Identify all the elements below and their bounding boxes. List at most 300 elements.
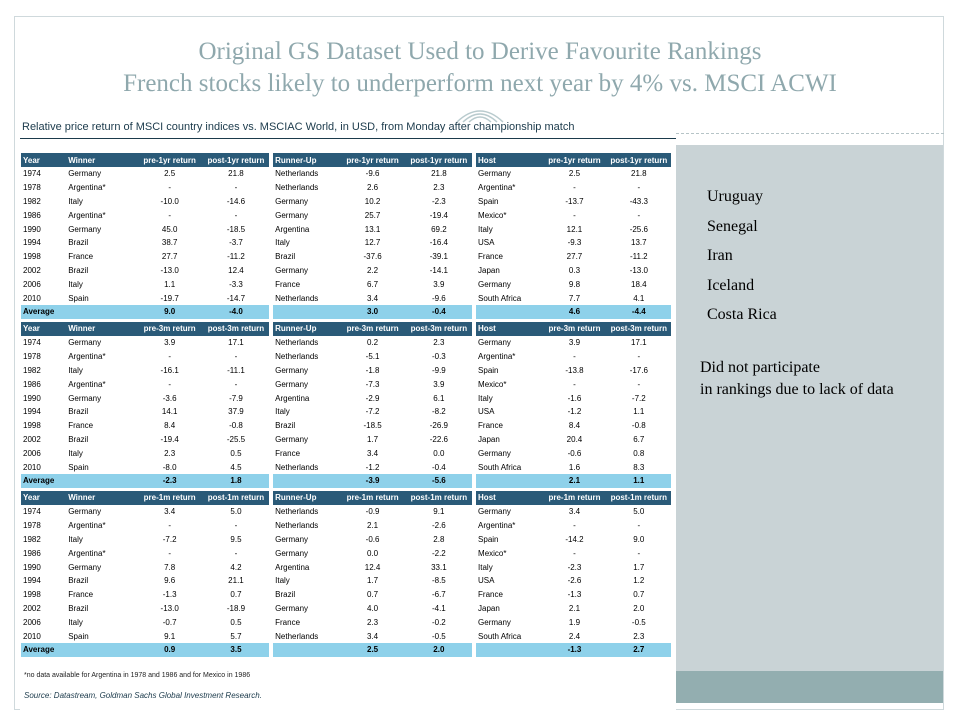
table-cell: Italy <box>275 576 290 586</box>
table-header-row <box>21 322 671 336</box>
table-cell: Brazil <box>275 421 296 431</box>
table-cell: -0.8 <box>631 421 646 431</box>
table-cell: 9.8 <box>568 279 581 289</box>
table-cell: -4.0 <box>203 305 269 319</box>
table-cell: -0.2 <box>431 617 446 627</box>
table-cell: - <box>168 183 171 193</box>
table-cell: 7.7 <box>568 293 581 303</box>
table-cell: 1.9 <box>568 617 581 627</box>
table-cell: 0.0 <box>433 448 445 458</box>
table-cell: 12.4 <box>228 265 244 275</box>
table-cell <box>476 305 542 319</box>
table-cell: 1998 <box>23 421 41 431</box>
table-cell: 3.9 <box>433 379 445 389</box>
table-cell: -1.3 <box>542 643 606 657</box>
table-subtitle: Relative price return of MSCI country indices vs. MSCIAC World, in USD, from Monday after championship match <box>22 121 575 133</box>
table-cell: South Africa <box>478 293 522 303</box>
table-cell: 1974 <box>23 338 41 348</box>
table-cell: 0.3 <box>568 265 581 275</box>
table-cell: -14.6 <box>226 196 246 206</box>
table-cell: pre-3m return <box>137 322 203 336</box>
table-cell: Winner <box>66 491 136 505</box>
table-cell: -43.3 <box>629 196 648 206</box>
table-cell: 3.4 <box>164 507 176 517</box>
table-cell: 3.4 <box>367 293 379 303</box>
table-cell <box>476 474 542 488</box>
table-row <box>21 460 671 474</box>
table-cell: 2002 <box>23 603 41 613</box>
table-row <box>21 546 671 560</box>
list-item: Iran <box>707 247 733 264</box>
table-cell <box>273 474 339 488</box>
table-cell: 3.4 <box>568 507 581 517</box>
table-cell: - <box>234 548 238 558</box>
table-cell: 2.3 <box>433 183 445 193</box>
table-cell: - <box>573 548 576 558</box>
slide-title-line-1: Original GS Dataset Used to Derive Favourite Rankings <box>198 38 762 65</box>
table-cell: -13.0 <box>629 265 648 275</box>
table-cell: 1.8 <box>203 474 269 488</box>
table-cell: 27.7 <box>161 252 178 262</box>
table-cell: 2006 <box>23 617 41 627</box>
table-cell: -37.6 <box>363 252 382 262</box>
table-cell: -25.5 <box>226 434 246 444</box>
table-cell: France <box>478 590 503 600</box>
table-cell: 2.2 <box>367 265 379 275</box>
table-cell: 2010 <box>23 631 41 641</box>
table-cell: 17.1 <box>631 338 647 348</box>
table-cell: 21.8 <box>431 169 447 179</box>
table-cell: Germany <box>478 448 511 458</box>
table-cell: -0.3 <box>431 352 446 362</box>
table-cell: Germany <box>68 393 102 403</box>
table-cell: 8.4 <box>568 421 581 431</box>
table-cell: -0.4 <box>431 462 446 472</box>
table-cell: 9.6 <box>164 576 176 586</box>
table-cell: France <box>68 252 94 262</box>
table-cell: -11.2 <box>227 252 245 262</box>
table-cell: -3.6 <box>162 393 177 403</box>
table-cell: Netherlands <box>275 183 319 193</box>
table-cell: 2.1 <box>568 603 581 613</box>
table-cell: Host <box>476 153 542 167</box>
table-cell: -9.6 <box>431 293 446 303</box>
table-cell: -0.5 <box>631 617 646 627</box>
table-cell: 2.0 <box>406 643 472 657</box>
table-cell: -0.6 <box>365 534 380 544</box>
table-cell: 2.5 <box>164 169 176 179</box>
table-cell: Brazil <box>275 590 296 600</box>
table-cell: -2.6 <box>567 576 582 586</box>
table-cell: Netherlands <box>275 521 319 531</box>
table-cell: 1.1 <box>164 279 176 289</box>
table-cell: 2002 <box>23 434 41 444</box>
table-cell: Brazil <box>68 576 89 586</box>
table-row <box>21 277 671 291</box>
table-cell: Brazil <box>68 407 89 417</box>
table-cell: 2006 <box>23 279 41 289</box>
table-cell: -7.2 <box>631 393 646 403</box>
table-cell: 2.5 <box>339 643 405 657</box>
table-cell: - <box>168 352 171 362</box>
table-cell: 1978 <box>23 352 41 362</box>
table-cell: 1.7 <box>367 576 379 586</box>
table-cell: post-3m return <box>607 322 671 336</box>
table-cell: -1.3 <box>567 590 582 600</box>
table-cell: 3.4 <box>367 448 379 458</box>
table-row <box>21 264 671 278</box>
table-cell: Argentina* <box>68 521 106 531</box>
subtitle-rule <box>20 138 676 139</box>
table-cell: - <box>234 352 238 362</box>
table-cell: -1.3 <box>162 590 177 600</box>
table-cell: 9.5 <box>230 534 242 544</box>
table-cell: 1998 <box>23 252 41 262</box>
table-cell <box>66 643 136 657</box>
table-cell: 0.7 <box>230 590 242 600</box>
table-cell: -17.6 <box>629 365 648 375</box>
table-cell: -9.6 <box>365 169 380 179</box>
table-cell: Runner-Up <box>273 153 339 167</box>
table-cell: 18.4 <box>631 279 647 289</box>
table-cell: USA <box>478 407 495 417</box>
table-cell: 4.1 <box>633 293 645 303</box>
table-cell: -2.9 <box>365 393 380 403</box>
table-row <box>21 181 671 195</box>
table-cell: Spain <box>478 365 499 375</box>
table-cell: 3.9 <box>164 338 176 348</box>
table-cell: Year <box>21 153 66 167</box>
table-cell: 1998 <box>23 590 41 600</box>
table-cell: 9.1 <box>433 507 445 517</box>
table-cell: pre-1yr return <box>339 153 405 167</box>
list-item: Costa Rica <box>707 306 777 323</box>
table-cell: post-1m return <box>406 491 472 505</box>
table-cell: 1990 <box>23 393 41 403</box>
table-cell: 2.1 <box>542 474 606 488</box>
table-cell: -13.0 <box>160 603 179 613</box>
table-cell: 1982 <box>23 365 41 375</box>
table-cell: 3.5 <box>203 643 269 657</box>
table-cell: post-3m return <box>406 322 472 336</box>
table-cell: France <box>68 590 94 600</box>
table-row <box>21 615 671 629</box>
table-cell: USA <box>478 576 495 586</box>
table-cell: pre-3m return <box>542 322 606 336</box>
table-cell: 8.4 <box>164 421 176 431</box>
table-cell: - <box>637 521 641 531</box>
table-header-row <box>21 491 671 505</box>
table-cell: 0.2 <box>367 338 379 348</box>
table-cell: 0.7 <box>633 590 645 600</box>
table-cell: 1986 <box>23 210 41 220</box>
table-cell: - <box>168 210 171 220</box>
table-cell: - <box>637 210 641 220</box>
table-cell: -5.6 <box>406 474 472 488</box>
table-cell: - <box>234 379 238 389</box>
table-row <box>21 336 671 350</box>
table-cell: -2.3 <box>431 196 446 206</box>
table-cell: pre-1m return <box>542 491 606 505</box>
table-row <box>21 588 671 602</box>
table-cell: 37.9 <box>228 407 244 417</box>
table-cell: 1.1 <box>607 474 671 488</box>
table-cell: Italy <box>68 534 83 544</box>
table-cell: Netherlands <box>275 631 319 641</box>
table-cell: 1994 <box>23 407 41 417</box>
table-average-row <box>21 305 671 319</box>
table-cell: Italy <box>68 365 83 375</box>
table-cell: Germany <box>275 603 309 613</box>
table-cell: 5.0 <box>633 507 645 517</box>
table-cell: -2.2 <box>431 548 446 558</box>
list-item: Senegal <box>707 217 758 235</box>
table-cell: 17.1 <box>228 338 244 348</box>
table-cell: -6.7 <box>431 590 446 600</box>
table-cell: Average <box>21 305 66 319</box>
table-cell: 6.7 <box>367 279 379 289</box>
table-cell: Argentina* <box>478 352 516 362</box>
table-cell: -22.6 <box>429 434 448 444</box>
table-cell: -1.6 <box>567 393 582 403</box>
table-row <box>21 560 671 574</box>
table-cell: France <box>68 421 94 431</box>
table-cell: 4.6 <box>542 305 606 319</box>
table-cell: -25.6 <box>629 224 648 234</box>
table-cell: post-1m return <box>607 491 671 505</box>
table-cell: France <box>275 617 301 627</box>
list-item: Uruguay <box>707 188 763 205</box>
table-cell: -3.9 <box>339 474 405 488</box>
table-row <box>21 167 671 181</box>
table-cell: 5.0 <box>230 507 242 517</box>
table-cell <box>273 305 339 319</box>
table-cell: Germany <box>275 534 309 544</box>
table-cell: 7.8 <box>164 562 176 572</box>
table-cell: Netherlands <box>275 338 319 348</box>
table-cell: Netherlands <box>275 293 319 303</box>
table-cell: Japan <box>478 603 500 613</box>
table-cell: Brazil <box>68 238 89 248</box>
table-cell: Italy <box>68 617 83 627</box>
table-cell: Host <box>476 322 542 336</box>
table-cell: 3.0 <box>339 305 405 319</box>
table-row <box>21 519 671 533</box>
table-cell: Brazil <box>275 252 296 262</box>
table-cell: 1.1 <box>633 407 645 417</box>
table-cell: Germany <box>478 507 511 517</box>
table-cell: pre-1m return <box>137 491 203 505</box>
table-row <box>21 377 671 391</box>
table-cell: -0.7 <box>162 617 177 627</box>
table-cell: -2.3 <box>567 562 582 572</box>
table-row <box>21 364 671 378</box>
table-cell: 1982 <box>23 196 41 206</box>
table-cell: -2.6 <box>431 521 446 531</box>
table-cell: -7.9 <box>229 393 243 403</box>
table-cell: 12.7 <box>364 238 381 248</box>
table-cell: -11.1 <box>227 365 245 375</box>
table-cell: 1.7 <box>633 562 645 572</box>
table-cell: -19.4 <box>160 434 179 444</box>
table-cell: -11.2 <box>629 252 648 262</box>
table-cell: Argentina* <box>478 521 516 531</box>
table-cell: 1990 <box>23 562 41 572</box>
table-cell: -5.1 <box>365 352 380 362</box>
table-cell: post-1m return <box>203 491 269 505</box>
table-footnote: *no data available for Argentina in 1978 and 1986 and for Mexico in 1986 <box>24 672 251 679</box>
table-cell: Germany <box>68 562 102 572</box>
table-cell: -26.9 <box>429 421 448 431</box>
table-cell: Spain <box>68 631 89 641</box>
table-cell: 8.3 <box>633 462 645 472</box>
table-cell: Spain <box>68 462 89 472</box>
table-cell: Winner <box>66 322 136 336</box>
table-cell: - <box>573 210 576 220</box>
table-cell: - <box>234 210 238 220</box>
table-header-row <box>21 153 671 167</box>
table-row <box>21 574 671 588</box>
table-cell: -9.3 <box>567 238 582 248</box>
table-cell: Germany <box>275 365 309 375</box>
table-cell: post-1yr return <box>406 153 472 167</box>
table-cell: Brazil <box>68 603 89 613</box>
exclusion-note <box>700 357 894 401</box>
table-cell: - <box>234 521 238 531</box>
table-row <box>21 405 671 419</box>
table-cell: -13.0 <box>160 265 179 275</box>
table-cell: 1978 <box>23 183 41 193</box>
table-cell: 0.7 <box>367 590 379 600</box>
table-cell: USA <box>478 238 495 248</box>
table-cell: 1.7 <box>367 434 379 444</box>
table-cell: -4.1 <box>431 603 446 613</box>
table-cell: -7.2 <box>162 534 177 544</box>
table-cell: France <box>275 279 301 289</box>
table-cell: Germany <box>275 434 309 444</box>
table-cell: 5.7 <box>230 631 242 641</box>
table-cell: 1990 <box>23 224 41 234</box>
table-cell: Spain <box>478 534 499 544</box>
table-cell: - <box>168 521 171 531</box>
table-cell: Runner-Up <box>273 491 339 505</box>
table-cell: 2010 <box>23 462 41 472</box>
table-average-row <box>21 474 671 488</box>
table-cell: 2.0 <box>633 603 645 613</box>
table-cell: -14.1 <box>429 265 448 275</box>
table-cell: 0.5 <box>230 448 242 458</box>
table-cell: Brazil <box>68 265 89 275</box>
table-cell: - <box>168 379 171 389</box>
table-cell: Netherlands <box>275 507 319 517</box>
table-cell: 9.0 <box>137 305 203 319</box>
table-cell: Germany <box>275 210 309 220</box>
table-cell: -9.9 <box>431 365 446 375</box>
table-cell: France <box>478 421 503 431</box>
table-cell: 1994 <box>23 238 41 248</box>
table-cell: -7.3 <box>365 379 380 389</box>
table-cell: Spain <box>478 196 499 206</box>
table-cell: 2010 <box>23 293 41 303</box>
table-cell: South Africa <box>478 631 522 641</box>
table-cell: 69.2 <box>431 224 447 234</box>
table-row <box>21 446 671 460</box>
table-cell: South Africa <box>478 462 522 472</box>
table-cell: pre-1m return <box>339 491 405 505</box>
table-cell: -3.3 <box>229 279 243 289</box>
table-cell: 13.7 <box>631 238 647 248</box>
table-cell: 10.2 <box>364 196 381 206</box>
side-panel-footer-band <box>676 671 943 703</box>
table-source: Source: Datastream, Goldman Sachs Global Investment Research. <box>24 691 262 700</box>
returns-table-image <box>20 142 676 710</box>
table-cell: Argentina* <box>68 379 106 389</box>
table-cell: Germany <box>478 279 511 289</box>
table-cell: 38.7 <box>161 238 178 248</box>
table-cell: 2006 <box>23 448 41 458</box>
table-cell: 6.7 <box>633 434 645 444</box>
table-cell: -0.9 <box>365 507 380 517</box>
excluded-country-list <box>707 186 777 334</box>
table-cell: post-1yr return <box>203 153 269 167</box>
table-cell: Spain <box>68 293 89 303</box>
table-cell: Netherlands <box>275 462 319 472</box>
table-cell: Germany <box>275 548 309 558</box>
table-row <box>21 533 671 547</box>
table-cell: 1994 <box>23 576 41 586</box>
table-cell: 2.7 <box>607 643 671 657</box>
table-cell: Average <box>21 643 66 657</box>
table-cell: - <box>234 183 238 193</box>
exclusion-note-line-1: Did not participate <box>700 359 820 376</box>
table-row <box>21 602 671 616</box>
table-cell: pre-3m return <box>339 322 405 336</box>
table-cell: Italy <box>478 224 493 234</box>
table-cell: 2.8 <box>433 534 445 544</box>
table-cell: 1982 <box>23 534 41 544</box>
table-cell: Italy <box>275 238 290 248</box>
table-cell: -0.8 <box>229 421 243 431</box>
table-cell: -8.2 <box>431 407 446 417</box>
table-cell: Brazil <box>68 434 89 444</box>
table-cell <box>66 305 136 319</box>
table-cell: 1.2 <box>633 576 645 586</box>
table-cell: 2.4 <box>568 631 581 641</box>
table-cell: Runner-Up <box>273 322 339 336</box>
table-cell: Germany <box>478 169 511 179</box>
table-cell: Italy <box>478 393 493 403</box>
table-cell <box>66 474 136 488</box>
table-cell: Italy <box>68 279 83 289</box>
table-cell: Argentina <box>275 562 310 572</box>
table-cell: Netherlands <box>275 169 319 179</box>
table-cell: - <box>573 521 576 531</box>
table-cell: 0.9 <box>137 643 203 657</box>
table-cell: 2.1 <box>367 521 379 531</box>
slide-title-line-2: French stocks likely to underperform next year by 4% vs. MSCI ACWI <box>123 70 837 97</box>
table-cell: -16.4 <box>429 238 448 248</box>
table-cell: 27.7 <box>566 252 583 262</box>
table-row <box>21 350 671 364</box>
table-cell: Argentina* <box>68 210 106 220</box>
table-cell: Germany <box>68 224 102 234</box>
table-cell: 21.8 <box>631 169 647 179</box>
table-cell: 1.6 <box>568 462 581 472</box>
table-cell: Germany <box>68 507 102 517</box>
table-cell: 25.7 <box>364 210 381 220</box>
table-cell: -0.4 <box>406 305 472 319</box>
table-average-row <box>21 643 671 657</box>
